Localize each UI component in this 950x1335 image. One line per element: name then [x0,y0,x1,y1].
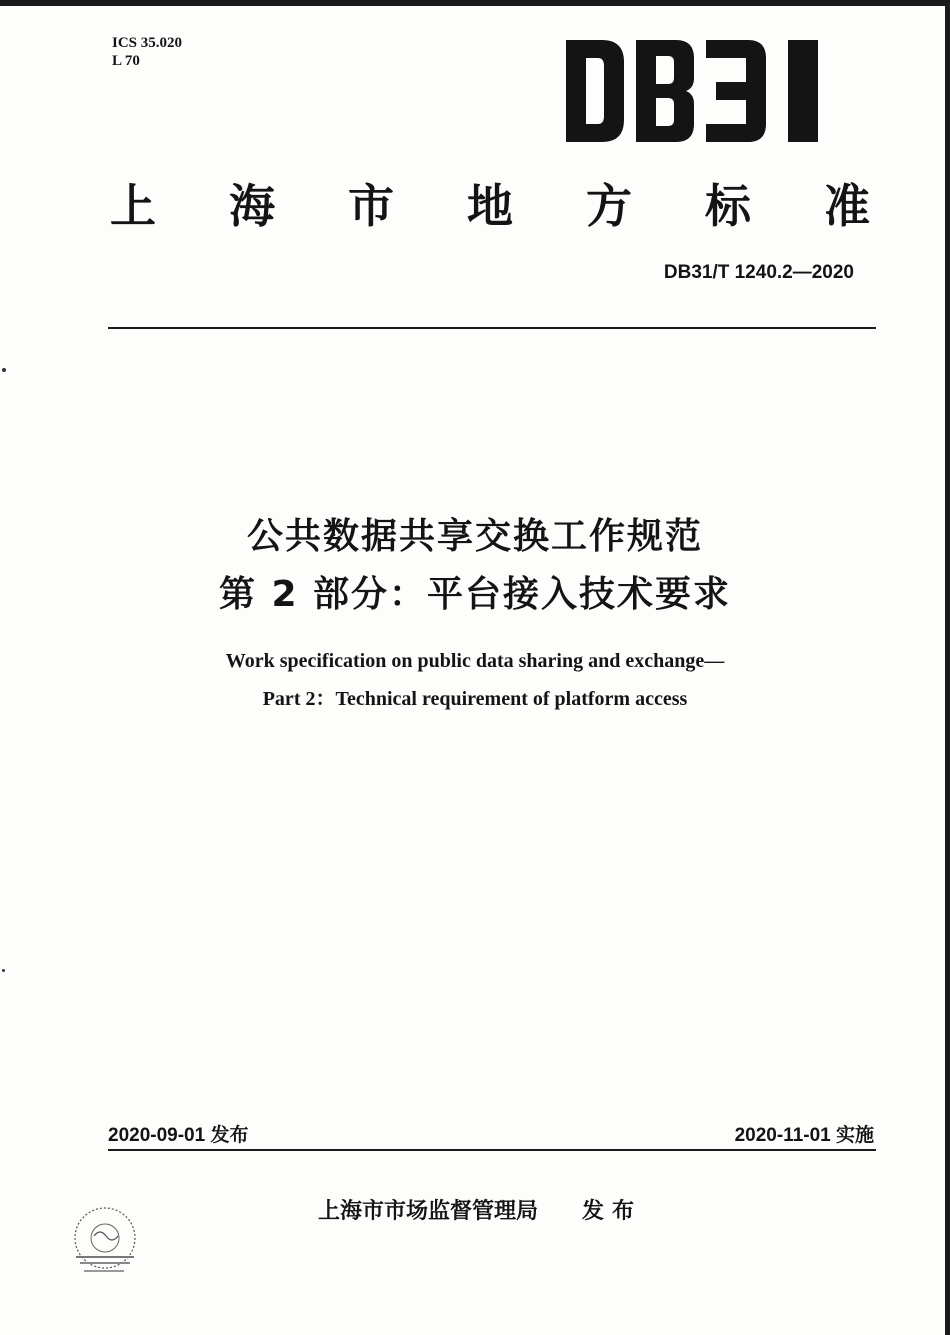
standard-number: DB31/T 1240.2—2020 [663,262,854,283]
scan-speck [2,368,6,372]
heading-char: 方 [586,179,632,233]
heading-char: 市 [348,179,394,233]
stamp-line [84,1270,124,1272]
scan-speck [2,969,5,972]
logo-letter-d [566,40,624,142]
issuer-action: 发布 [582,1199,643,1224]
heading-char: 准 [824,179,870,233]
effective-date: 2020-11-01 实施 [734,1125,874,1146]
db31-logo [566,40,824,142]
logo-letter-b [636,40,694,142]
heading-char: 海 [229,179,275,233]
stamp-line [76,1256,134,1258]
stamp-inner [91,1224,119,1252]
issuer-name: 上海市市场监督管理局 [318,1199,539,1224]
page-border-top [0,0,950,6]
issue-date: 2020-09-01 发布 [108,1125,249,1146]
standard-type-heading [110,168,870,238]
classification-codes [112,34,182,70]
logo-digit-3 [706,40,766,142]
stamp-mark [94,1232,118,1240]
issuer-line [318,1194,642,1225]
bottom-divider [108,1149,876,1151]
library-stamp [64,1200,146,1280]
heading-char: 标 [705,179,751,233]
logo-digit-1 [788,40,818,142]
top-divider [108,327,876,329]
chinese-title-line-1: 公共数据共享交换工作规范 [246,516,703,557]
english-title-line-2: Part 2：Technical requirement of platform access [262,688,688,710]
stamp-line [80,1262,130,1264]
ccs-code: L 70 [112,53,140,69]
heading-char: 地 [467,179,513,233]
english-title-line-1: Work specification on public data sharing and exchange— [225,650,725,672]
stamp-ring [75,1208,135,1268]
heading-char: 上 [110,179,156,233]
chinese-title-line-2: 第 2 部分：平台接入技术要求 [218,574,732,615]
ics-code: ICS 35.020 [112,35,183,51]
